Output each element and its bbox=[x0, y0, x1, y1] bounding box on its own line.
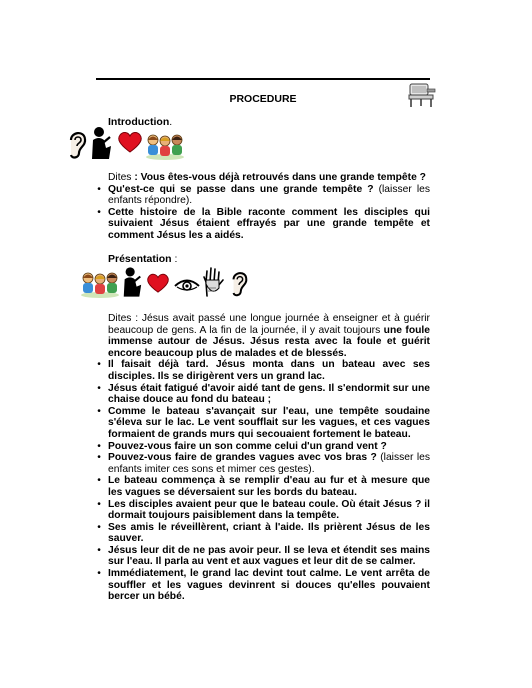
bullet-item bbox=[94, 383, 430, 406]
introduction-icons bbox=[66, 126, 185, 160]
ear-icon bbox=[66, 128, 88, 160]
bullet-icon: • bbox=[97, 206, 101, 218]
text-run: Il faisait déjà tard. Jésus monta dans un bateau avec ses disciples. Ils se dirigèrent vers un grand lac. bbox=[108, 359, 430, 382]
bullet-icon: • bbox=[97, 382, 101, 394]
bullet-item bbox=[94, 359, 430, 382]
children-group-icon bbox=[80, 270, 120, 298]
bullet-item bbox=[94, 441, 430, 453]
bullet-item bbox=[94, 499, 430, 522]
bullet-item bbox=[94, 184, 430, 207]
paragraph bbox=[94, 313, 430, 359]
presentation-heading: Présentation : bbox=[108, 253, 178, 265]
bullet-icon: • bbox=[97, 568, 101, 580]
text-run: Les disciples avaient peur que le bateau coule. Où était Jésus ? il dormait toujours paisiblement dans la tempête. bbox=[108, 498, 430, 522]
bullet-icon: • bbox=[97, 498, 101, 510]
bullet-icon: • bbox=[97, 405, 101, 417]
bullet-icon: • bbox=[97, 440, 101, 452]
bullet-icon: • bbox=[97, 183, 101, 195]
text-run: Dites : Jésus avait passé une longue journée à enseigner et à guérir beaucoup de gens. A la fin de la journée, il y avait toujours bbox=[108, 313, 430, 336]
bullet-item bbox=[94, 452, 430, 475]
heart-icon bbox=[117, 130, 143, 154]
text-run: (laisser les enfants imiter ces sons et mimer ces gestes). bbox=[108, 452, 430, 475]
text-run: Dites bbox=[108, 172, 135, 183]
text-run: une foule immense autour de Jésus. Jésus resta avec la foule et guérit encore beaucoup plus de malades et de blessés. bbox=[108, 324, 430, 359]
bullet-icon: • bbox=[97, 359, 101, 371]
text-run: Qu'est-ce qui se passe dans une grande tempête ? bbox=[108, 183, 374, 195]
chair-clipart-icon bbox=[407, 82, 437, 108]
text-run: Le bateau commença à se remplir d'eau au fur et à mesure que les vagues se déversaient sur les bords du bateau. bbox=[108, 475, 430, 498]
bullet-icon: • bbox=[97, 521, 101, 533]
text-run: (laisser les enfants répondre). bbox=[108, 183, 430, 207]
bullet-item bbox=[94, 475, 430, 498]
praying-person-icon bbox=[89, 126, 113, 160]
text-run: Cette histoire de la Bible raconte comment les disciples qui suivaient Jésus étaient effrayés par une grande tempête et comment Jésus les a aidés. bbox=[108, 206, 430, 241]
bullet-item bbox=[94, 522, 430, 545]
text-run: Immédiatement, le grand lac devint tout calme. Le vent arrêta de souffler et les vagues devinrent si douces qu'elles pouvaient bercer un bébé. bbox=[108, 568, 430, 603]
presentation-text bbox=[94, 313, 430, 603]
text-run: Jésus était fatigué d'avoir aidé tant de gens. Il s'endormit sur une chaise douce au fond du bateau ; bbox=[108, 382, 430, 406]
bullet-item bbox=[94, 568, 430, 603]
paragraph bbox=[94, 172, 430, 184]
text-run: Comme le bateau s'avançait sur l'eau, une tempête soudaine s'éleva sur le lac. Le vent soufflait sur les vagues, et ces vagues formaient de grands murs qui secouaient fortement le bateau. bbox=[108, 405, 430, 440]
presentation-icons bbox=[80, 266, 249, 298]
introduction-text bbox=[94, 172, 430, 242]
text-run: Pouvez-vous faire de grandes vagues avec vos bras ? bbox=[108, 452, 377, 464]
page-title: PROCEDURE bbox=[229, 93, 297, 105]
bullet-icon: • bbox=[97, 475, 101, 487]
text-run: Jésus leur dit de ne pas avoir peur. Il se leva et étendit ses mains sur l'eau. Il parla au vent et aux vagues et leur dit de se calmer. bbox=[108, 544, 430, 568]
bullet-icon: • bbox=[97, 452, 101, 464]
introduction-heading: Introduction. bbox=[108, 116, 173, 128]
text-run: Ses amis le réveillèrent, criant à l'aide. Ils prièrent Jésus de les sauver. bbox=[108, 521, 430, 545]
bullet-icon: • bbox=[97, 544, 101, 556]
ear-icon bbox=[229, 268, 249, 298]
heart-icon bbox=[146, 272, 170, 294]
text-run: Pouvez-vous faire un son comme celui d'un grand vent ? bbox=[108, 440, 387, 452]
bullet-item bbox=[94, 545, 430, 568]
hand-icon bbox=[202, 266, 226, 298]
children-group-icon bbox=[145, 132, 185, 160]
eye-icon bbox=[174, 277, 200, 293]
praying-person-icon bbox=[121, 266, 143, 298]
bullet-item bbox=[94, 207, 430, 242]
bullet-item bbox=[94, 406, 430, 441]
text-run: : Vous êtes-vous déjà retrouvés dans une grande tempête ? bbox=[134, 172, 426, 183]
header-rule bbox=[96, 78, 430, 80]
